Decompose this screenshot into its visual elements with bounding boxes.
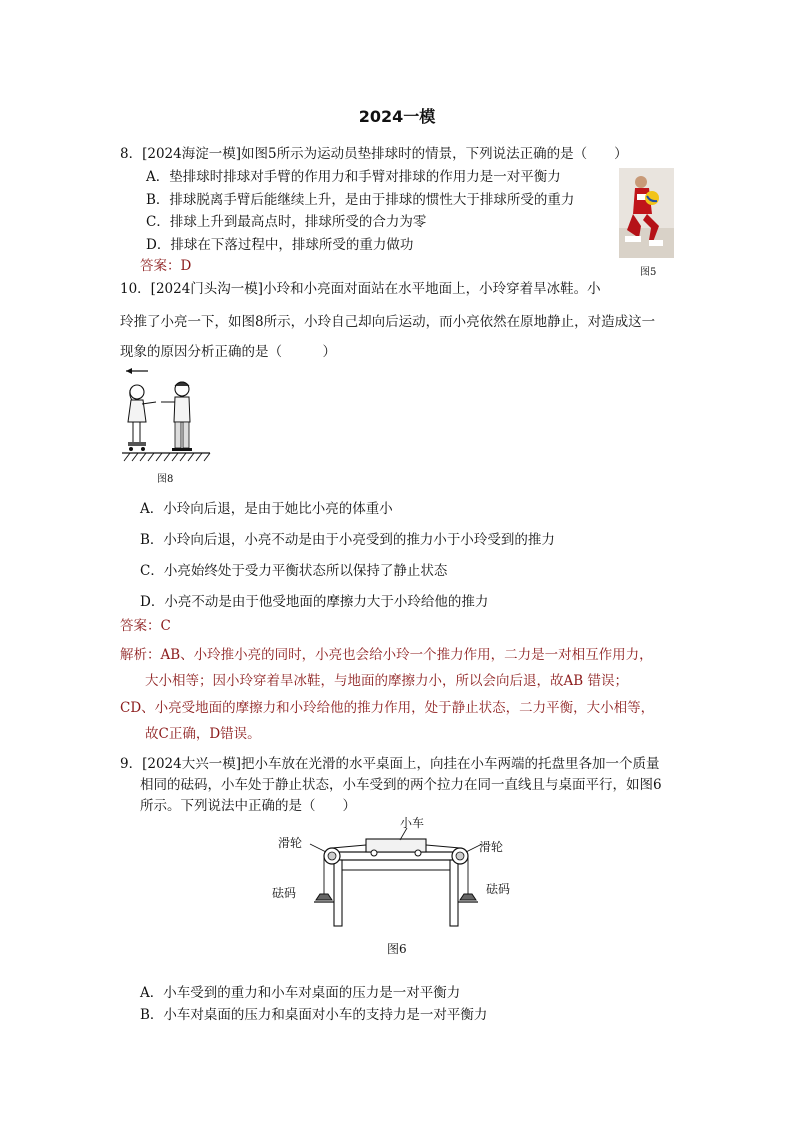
q9-stem-line-3: 所示。下列说法中正确的是（ ）	[140, 798, 356, 814]
figure-8-label: 图8	[157, 474, 174, 485]
q8-option-c: C．排球上升到最高点时，排球所受的合力为零	[146, 214, 427, 230]
q10-analysis-line-3: CD、小亮受地面的摩擦力和小玲给他的推力作用，处于静止状态，二力平衡，大小相等，	[120, 700, 655, 716]
q9-stem-line-2: 相同的砝码，小车处于静止状态，小车受到的两个拉力在同一直线且与桌面平行，如图6	[140, 777, 662, 793]
q10-answer: 答案：C	[120, 618, 171, 634]
figure-6-pulley-right-label: 滑轮	[479, 840, 504, 854]
q8-option-d: D．排球在下落过程中，排球所受的重力做功	[146, 237, 414, 253]
q10-option-c: C．小亮始终处于受力平衡状态所以保持了静止状态	[140, 563, 448, 579]
q8-stem: 8．[2024海淀一模]如图5所示为运动员垫排球时的情景，下列说法正确的是（ ）	[120, 146, 628, 162]
q10-analysis-line-2: 大小相等；因小玲穿着旱冰鞋，与地面的摩擦力小，所以会向后退，故AB 错误；	[145, 673, 628, 689]
q9-stem-line-1: 9．[2024大兴一模]把小车放在光滑的水平桌面上，向挂在小车两端的托盘里各加一个质量	[120, 756, 660, 772]
figure-6-cart-apparatus	[270, 812, 515, 937]
figure-6-weight-right-label: 砝码	[486, 882, 511, 896]
q10-stem-line-1: 10．[2024门头沟一模]小玲和小亮面对面站在水平地面上，小玲穿着旱冰鞋。小	[120, 281, 601, 297]
figure-6-cart-label: 小车	[400, 816, 425, 830]
q10-analysis-line-4: 故C正确，D错误。	[145, 726, 261, 742]
q10-option-a: A．小玲向后退，是由于她比小亮的体重小	[140, 501, 393, 517]
q8-option-a: A．垫排球时排球对手臂的作用力和手臂对排球的作用力是一对平衡力	[146, 169, 561, 185]
figure-8-kids-pushing	[120, 364, 212, 466]
q10-stem-line-3: 现象的原因分析正确的是（ ）	[120, 344, 336, 360]
figure-6-weight-left-label: 砝码	[272, 886, 297, 900]
page-title: 2024一模	[358, 107, 436, 126]
figure-5-label: 图5	[640, 267, 657, 278]
q10-stem-line-2: 玲推了小亮一下，如图8所示，小玲自己却向后运动，而小亮依然在原地静止，对造成这一	[120, 314, 656, 330]
figure-6-pulley-left-label: 滑轮	[278, 836, 303, 850]
q8-option-b: B．排球脱离手臂后能继续上升，是由于排球的惯性大于排球所受的重力	[146, 192, 575, 208]
q9-option-a: A．小车受到的重力和小车对桌面的压力是一对平衡力	[140, 985, 461, 1001]
q10-option-d: D．小亮不动是由于他受地面的摩擦力大于小玲给他的推力	[140, 594, 489, 610]
q8-answer: 答案：D	[140, 258, 192, 274]
q9-option-b: B．小车对桌面的压力和桌面对小车的支持力是一对平衡力	[140, 1007, 488, 1023]
volleyball-player-photo	[619, 168, 674, 258]
q10-option-b: B．小玲向后退，小亮不动是由于小亮受到的推力小于小玲受到的推力	[140, 532, 555, 548]
figure-6-label: 图6	[387, 942, 407, 956]
q10-analysis-line-1: 解析：AB、小玲推小亮的同时，小亮也会给小玲一个推力作用，二力是一对相互作用力，	[120, 647, 653, 663]
